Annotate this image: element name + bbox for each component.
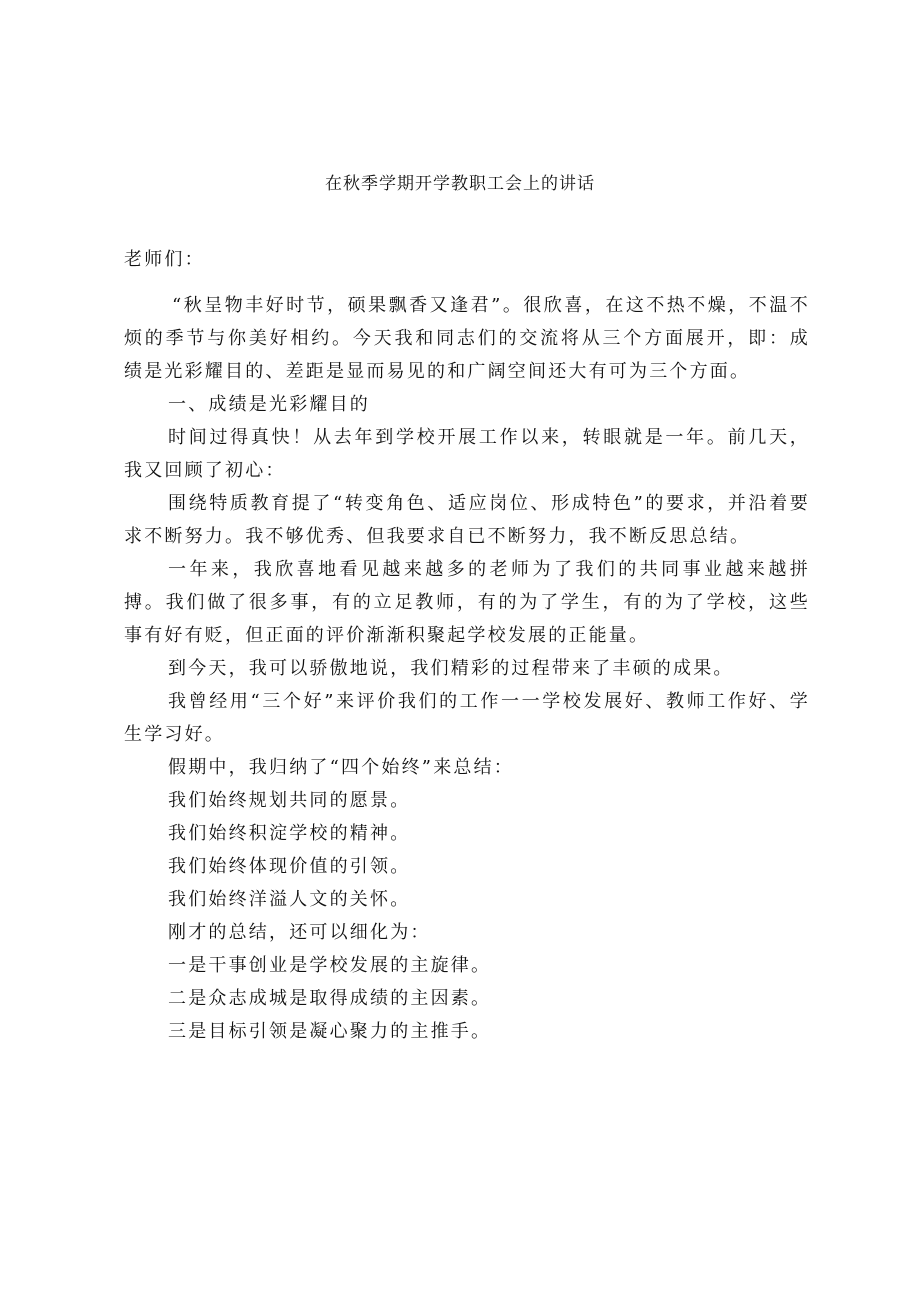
page-title: 在秋季学期开学教职工会上的讲话 [325, 174, 595, 194]
paragraph: 围绕特质教育提了“转变角色、适应岗位、形成特色”的要求，并沿着要求不断努力。我不够优秀、但我要求自已不断努力，我不断反思总结。 [124, 493, 810, 547]
paragraph: 时间过得真快！从去年到学校开展工作以来，转眼就是一年。前几天，我又回顾了初心： [124, 427, 810, 481]
list-item: 一是干事创业是学校发展的主旋律。 [168, 955, 492, 976]
salutation: 老师们： [124, 249, 205, 270]
document-body [124, 243, 810, 1048]
list-item: 三是目标引领是凝心聚力的主推手。 [168, 1021, 492, 1042]
section-heading-1: 一、成绩是光彩耀目的 [168, 394, 370, 415]
paragraph: 一年来，我欣喜地看见越来越多的老师为了我们的共同事业越来越拼搏。我们做了很多事，有的立足教师，有的为了学生，有的为了学校，这些事有好有贬，但正面的评价渐渐积聚起学校发展的正能量。 [124, 559, 810, 646]
list-item: 我们始终体现价值的引领。 [168, 856, 411, 877]
list-item: 我们始终规划共同的愿景。 [168, 790, 411, 811]
paragraph-opening: “秋呈物丰好时节，硕果飘香又逢君”。很欣喜，在这不热不燥，不温不烦的季节与你美好相约。今天我和同志们的交流将从三个方面展开，即：成绩是光彩耀目的、差距是显而易见的和广阔空间还大有可为三个方面。 [124, 295, 810, 382]
paragraph: 假期中，我归纳了“四个始终”来总结： [168, 757, 515, 778]
paragraph: 刚才的总结，还可以细化为： [168, 922, 431, 943]
list-item: 我们始终洋溢人文的关怀。 [168, 889, 411, 910]
paragraph: 我曾经用“三个好”来评价我们的工作一一学校发展好、教师工作好、学生学习好。 [124, 691, 810, 745]
paragraph: 到今天，我可以骄傲地说，我们精彩的过程带来了丰硕的成果。 [168, 658, 734, 679]
list-item: 二是众志成城是取得成绩的主因素。 [168, 988, 492, 1009]
list-item: 我们始终积淀学校的精神。 [168, 823, 411, 844]
